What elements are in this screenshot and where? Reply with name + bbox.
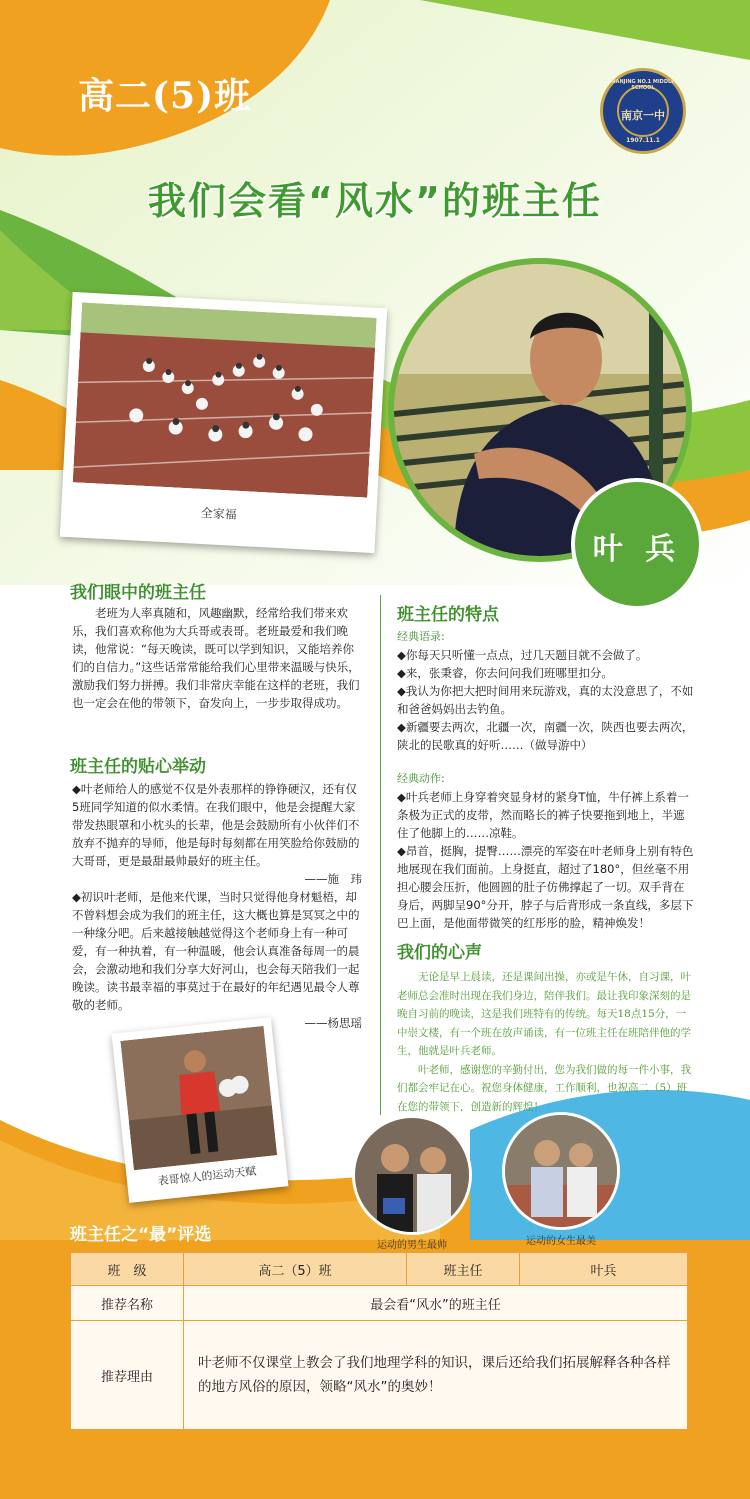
value-class: 高二（5）班 [184, 1253, 407, 1286]
section-eyes-title: 我们眼中的班主任 [70, 583, 206, 603]
label-teacher: 班主任 [407, 1253, 520, 1286]
section-eyes-text: 老班为人率真随和，风趣幽默，经常给我们带来欢乐，我们喜欢称他为大兵哥或表哥。老班最爱和我们晚读，他常说：“每天晚读，既可以学到知识，又能培养你们的自信力。”这些话常常能给我们心里带来温暖与快乐，激励我们努力拼搏。我们非常庆幸能在这样的老班，我们也一定会在他的带领下，奋发向上，一步步取得成功。 [72, 606, 360, 710]
section-traits-title: 班主任的特点 [397, 605, 499, 625]
logo-ring-text: NANJING NO.1 MIDDLE SCHOOL [611, 79, 675, 91]
section-eyes-text-block [72, 604, 362, 712]
quote-4: ◆新疆要去两次，北疆一次，南疆一次，陕西也要去两次，陕北的民歌真的好听……（做导游中） [397, 720, 694, 752]
logo-year-text: 1907.11.1 [626, 137, 660, 144]
section-actions-para2: ◆初识叶老师，是他来代课，当时只觉得他身材魁梧，却不曾料想会成为我们的班主任，这大概也算是冥冥之中的一种缘分吧。后来越接触越觉得这个老师身上有一种可爱，有一种执着，有一种温暖，他会认真准备每周一的晨会，会激动地和我们分享大好河山，也会每天陪我们一起晚读。读书最幸福的事莫过于在最好的年纪遇见最令人尊敬的老师。 [72, 890, 360, 1012]
action-2: ◆昂首，挺胸，提臀……漂亮的军姿在叶老师身上别有特色地展现在我们面前。上身挺直，超过了180°，但丝毫不用担心腰会压折，他圆圆的肚子仿佛撑起了一切。双手背在身后，两脚呈90°分开，脖子与后背形成一条直线，多层下巴上面，是他面带微笑的红彤彤的脸，精神焕发！ [397, 844, 694, 930]
boys-photo [352, 1115, 472, 1235]
running-photo-image [120, 1026, 277, 1170]
value-teacher: 叶兵 [520, 1253, 688, 1286]
label-class: 班 级 [71, 1253, 184, 1286]
quote-3: ◆我认为你把大把时间用来玩游戏，真的太没意思了，不如和爸爸妈妈出去钓鱼。 [397, 684, 694, 716]
section-actions-sig2: ——杨思瑶 [304, 1016, 362, 1030]
page-title: 我们会看“风水”的班主任 [148, 179, 602, 223]
quote-1: ◆你每天只听懂一点点，过几天题目就不会做了。 [397, 648, 648, 662]
section-traits-block [397, 628, 695, 932]
evaluation-row-class [71, 1253, 688, 1286]
group-photo-frame [60, 292, 387, 553]
running-photo-caption: 表哥惊人的运动天赋 [157, 1164, 257, 1188]
action-1: ◆叶兵老师上身穿着突显身材的紧身T恤，牛仔裤上系着一条极为正式的皮带，然而略长的裤子快要拖到地上，半遮住了他脚上的……凉鞋。 [397, 790, 689, 840]
group-photo [73, 302, 377, 497]
class-name-title: 高二(5)班 [78, 75, 252, 117]
evaluation-row-name [71, 1286, 688, 1321]
boys-photo-image [355, 1118, 469, 1232]
value-recommend-name: 最会看“风水”的班主任 [184, 1286, 688, 1321]
section-actions-para1: ◆叶老师给人的感觉不仅是外表那样的铮铮硬汉，还有仅5班同学知道的似水柔情。在我们眼中，他是会提醒大家带发热眼罩和小枕头的长辈，他是会鼓励所有小伙伴们不放弃不抛弃的导师，他是每时每刻都在用笑脸给你鼓励的大哥哥，更是最甜最帅最好的班主任。 [72, 782, 360, 868]
teacher-name-badge [571, 478, 703, 610]
quote-2: ◆来，张秉睿，你去问问我们班哪里扣分。 [397, 666, 613, 680]
section-actions-sig1: ——施 玮 [304, 872, 362, 886]
label-recommend-reason: 推荐理由 [71, 1321, 184, 1430]
boys-photo-caption: 运动的男生最帅 [377, 1240, 447, 1251]
actions-label: 经典动作: [397, 772, 445, 785]
column-divider [380, 595, 381, 1115]
girls-photo-image [505, 1115, 617, 1227]
quotes-label: 经典语录: [397, 630, 445, 643]
section-voice-title: 我们的心声 [397, 943, 482, 963]
section-voice-block [397, 968, 695, 1116]
value-recommend-reason: 叶老师不仅课堂上教会了我们地理学科的知识，课后还给我们拓展解释各种各样的地方风俗的原因，领略“风水”的奥妙！ [184, 1321, 688, 1430]
girls-photo-caption: 运动的女生最美 [526, 1236, 596, 1247]
label-recommend-name: 推荐名称 [71, 1286, 184, 1321]
logo-center-text: 南京一中 [621, 109, 665, 122]
group-photo-caption: 全家福 [200, 505, 238, 522]
girls-photo [502, 1112, 620, 1230]
running-photo-frame [112, 1017, 289, 1203]
teacher-name: 叶 兵 [592, 532, 682, 567]
voice-para2: 叶老师，感谢您的辛勤付出，您为我们做的每一件小事，我们都会牢记在心。祝您身体健康，工作顺利，也祝高二（5）班在您的带领下，创造新的辉煌！ [397, 1063, 691, 1113]
group-photo-image [73, 302, 377, 497]
running-photo [120, 1026, 277, 1170]
section-actions-title: 班主任的贴心举动 [70, 757, 206, 777]
evaluation-table [70, 1252, 688, 1430]
voice-para1: 无论是早上晨读，还是课间出操，亦或是午休，自习课，叶老师总会准时出现在我们身边，陪伴我们。最让我印象深刻的是晚自习前的晚读，这是我们班特有的传统。每天18点15分，一中崇文楼，有一个班在放声诵读，有一位班主任在班陪伴他的学生，他就是叶兵老师。 [397, 971, 691, 1057]
evaluation-row-reason [71, 1321, 688, 1430]
evaluation-title: 班主任之“最”评选 [70, 1225, 212, 1245]
school-logo [600, 68, 686, 154]
section-actions-text-block [72, 780, 362, 1032]
